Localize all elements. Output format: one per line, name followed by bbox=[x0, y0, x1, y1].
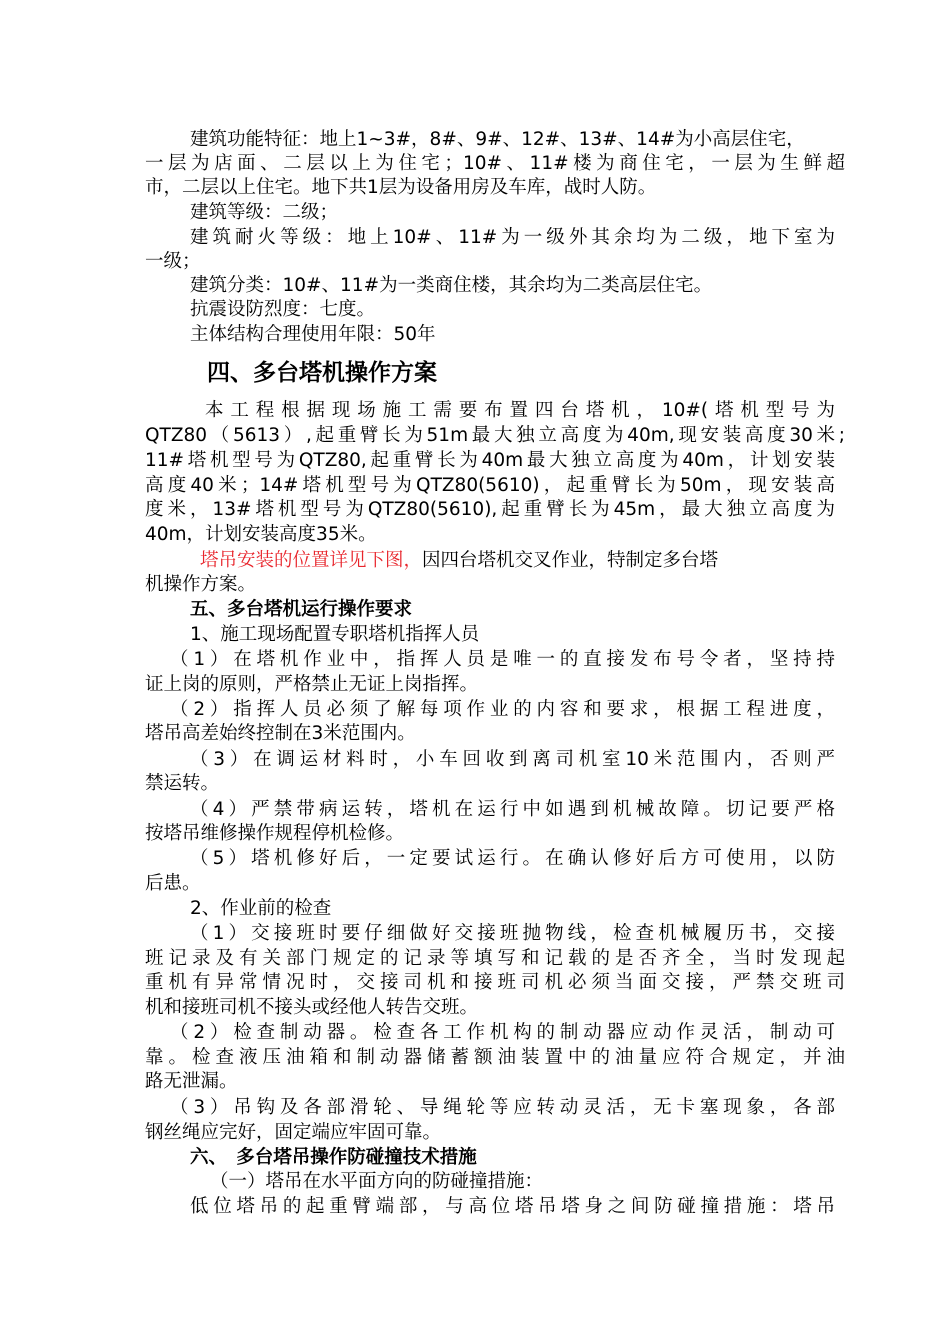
paragraph-line bbox=[200, 548, 835, 574]
paragraph-line: 40m，计划安装高度35米。 bbox=[145, 524, 377, 545]
paragraph-line: 塔吊高差始终控制在3米范围内。 bbox=[145, 723, 416, 744]
paragraph-line: 建筑耐火等级：地上10#、11#为一级外其余均为二级，地下室为 bbox=[190, 227, 835, 248]
paragraph-line: 禁运转。 bbox=[145, 773, 220, 794]
paragraph-line: （3）吊钩及各部滑轮、导绳轮等应转动灵活，无卡塞现象，各部 bbox=[170, 1097, 835, 1118]
paragraph-line: 建筑分类：10#、11#为一类商住楼，其余均为二类高层住宅。 bbox=[190, 275, 713, 296]
paragraph-line: 班记录及有关部门规定的记录等填写和记载的是否齐全，当时发现起 bbox=[145, 948, 845, 969]
paragraph-line: 2、作业前的检查 bbox=[190, 898, 332, 919]
paragraph-line: 抗震设防烈度：七度。 bbox=[190, 299, 376, 320]
paragraph-line: 机和接班司机不接头或经他人转告交班。 bbox=[145, 997, 479, 1018]
paragraph-line: （3）在调运材料时，小车回收到离司机室10米范围内，否则严 bbox=[190, 749, 835, 770]
paragraph-line: 主体结构合理使用年限：50年 bbox=[190, 324, 436, 345]
paragraph-text: 因四台塔机交叉作业，特制定多台塔 bbox=[422, 550, 719, 571]
paragraph-line: （1）在塔机作业中，指挥人员是唯一的直接发布号令者，坚持持 bbox=[170, 649, 835, 670]
paragraph-line: 重机有异常情况时，交接司机和接班司机必须当面交接，严禁交班司 bbox=[145, 972, 845, 993]
paragraph-line: 1、施工现场配置专职塔机指挥人员 bbox=[190, 624, 480, 645]
paragraph-line: 一层为店面、二层以上为住宅；10#、11#楼为商住宅，一层为生鲜超 bbox=[145, 153, 845, 174]
section-heading-6: 六、 多台塔吊操作防碰撞技术措施 bbox=[190, 1147, 477, 1168]
paragraph-line: （2）指挥人员必须了解每项作业的内容和要求，根据工程进度， bbox=[170, 699, 835, 720]
paragraph-line: 市，二层以上住宅。地下共1层为设备用房及车库，战时人防。 bbox=[145, 177, 657, 198]
paragraph-line: 建筑等级：二级； bbox=[190, 202, 339, 223]
paragraph-line: 机操作方案。 bbox=[145, 574, 257, 595]
paragraph-line: （2）检查制动器。检查各工作机构的制动器应动作灵活，制动可 bbox=[170, 1022, 835, 1043]
paragraph-line: 按塔吊维修操作规程停机检修。 bbox=[145, 823, 405, 844]
paragraph-line: 高度40米；14#塔机型号为QTZ80(5610)，起重臂长为50m，现安装高 bbox=[145, 475, 835, 496]
paragraph-line: 证上岗的原则，严格禁止无证上岗指挥。 bbox=[145, 674, 479, 695]
paragraph-line: （一）塔吊在水平面方向的防碰撞措施： bbox=[210, 1171, 544, 1192]
paragraph-line: 建筑功能特征：地上1~3#，8#、9#、12#、13#、14#为小高层住宅， bbox=[190, 129, 805, 150]
paragraph-line: （1）交接班时要仔细做好交接班抛物线，检查机械履历书，交接 bbox=[190, 923, 835, 944]
paragraph-line: 本工程根据现场施工需要布置四台塔机，10#(塔机型号为 bbox=[205, 400, 835, 421]
paragraph-line: 后患。 bbox=[145, 873, 201, 894]
highlighted-text: 塔吊安装的位置详见下图， bbox=[200, 550, 423, 571]
paragraph-line: 路无泄漏。 bbox=[145, 1071, 238, 1092]
paragraph-line: 钢丝绳应完好，固定端应牢固可靠。 bbox=[145, 1122, 442, 1143]
paragraph-line: 一级； bbox=[145, 251, 201, 272]
section-heading-5: 五、多台塔机运行操作要求 bbox=[190, 599, 413, 620]
paragraph-line: 11#塔机型号为QTZ80,起重臂长为40m最大独立高度为40m，计划安装 bbox=[145, 450, 835, 471]
paragraph-line: （4）严禁带病运转，塔机在运行中如遇到机械故障。切记要严格 bbox=[190, 799, 835, 820]
paragraph-line: 度米，13#塔机型号为QTZ80(5610),起重臂长为45m，最大独立高度为 bbox=[145, 499, 835, 520]
paragraph-line: 靠。检查液压油箱和制动器储蓄额油装置中的油量应符合规定，并油 bbox=[145, 1047, 845, 1068]
paragraph-line: 低位塔吊的起重臂端部，与高位塔吊塔身之间防碰撞措施：塔吊 bbox=[190, 1196, 835, 1217]
paragraph-line: （5）塔机修好后，一定要试运行。在确认修好后方可使用，以防 bbox=[190, 848, 835, 869]
paragraph-line: QTZ80（5613）,起重臂长为51m最大独立高度为40m,现安装高度30米; bbox=[145, 425, 845, 446]
section-heading-4: 四、多台塔机操作方案 bbox=[207, 360, 437, 386]
